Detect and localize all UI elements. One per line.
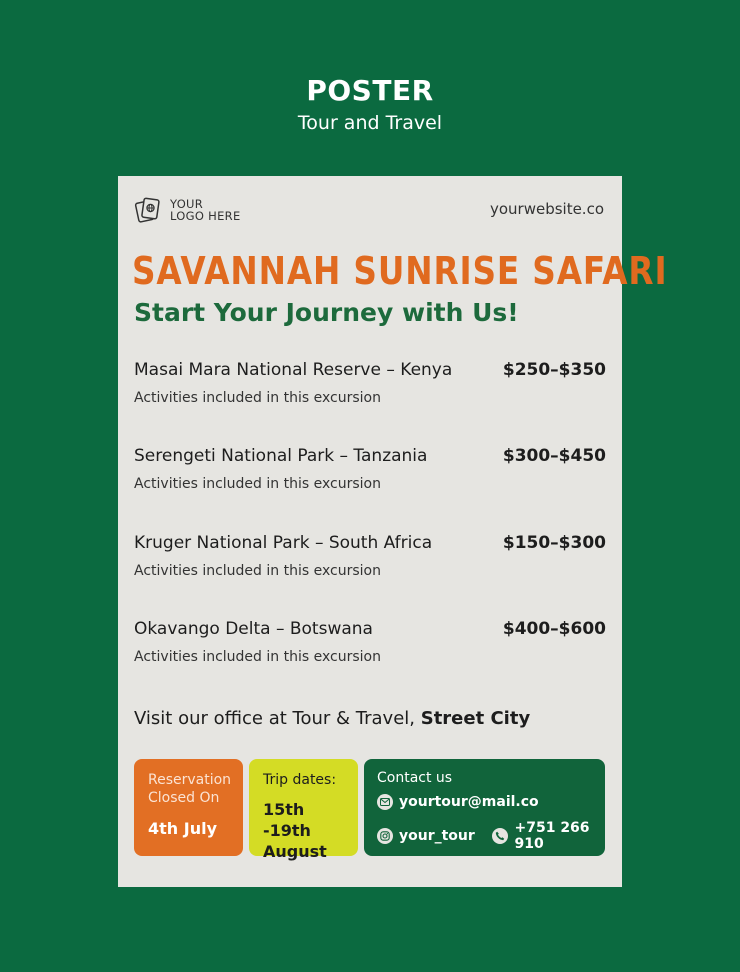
- phone-icon: [492, 828, 508, 844]
- contact-email[interactable]: yourtour@mail.co: [399, 794, 539, 810]
- tour-name: Okavango Delta – Botswana: [134, 619, 373, 639]
- contact-box: [364, 759, 605, 856]
- logo-text-line2: LOGO HERE: [170, 209, 241, 223]
- tour-price: $400–$600: [502, 619, 606, 639]
- tour-price: $250–$350: [502, 360, 606, 380]
- tour-item: [134, 533, 606, 579]
- poster-title: SAVANNAH SUNRISE SAFARI: [132, 249, 668, 293]
- tour-price: $150–$300: [502, 533, 606, 553]
- tour-description: Activities included in this excursion: [134, 563, 381, 579]
- page-header: [0, 74, 740, 136]
- office-address: [134, 708, 530, 729]
- trip-dates-label: Trip dates:: [263, 772, 337, 788]
- page-title: POSTER: [306, 74, 434, 107]
- tour-price: $300–$450: [502, 446, 606, 466]
- contact-label: Contact us: [377, 770, 453, 786]
- tour-name: Masai Mara National Reserve – Kenya: [134, 360, 453, 380]
- logo: [134, 196, 241, 224]
- tour-item: [134, 446, 606, 492]
- website-link[interactable]: yourwebsite.co: [489, 200, 604, 218]
- tour-description: Activities included in this excursion: [134, 476, 381, 492]
- page-subtitle: Tour and Travel: [297, 112, 443, 134]
- passport-icon: [134, 196, 162, 224]
- tour-name: Serengeti National Park – Tanzania: [134, 446, 428, 466]
- tour-item: [134, 360, 606, 406]
- mail-icon: [377, 794, 393, 810]
- logo-text-line1: YOUR: [170, 197, 204, 211]
- contact-phone[interactable]: +751 266 910: [514, 820, 590, 852]
- visit-city: Street City: [420, 708, 531, 729]
- reservation-date: 4th July: [148, 819, 217, 838]
- reservation-label-line1: Reservation: [148, 772, 232, 788]
- poster-card: [118, 176, 668, 887]
- trip-dates-line1: 15th -19th: [263, 800, 311, 840]
- trip-dates-box: [249, 759, 358, 861]
- instagram-icon: [377, 828, 393, 844]
- tour-item: [134, 619, 606, 665]
- reservation-box: [134, 759, 243, 856]
- contact-social[interactable]: your_tour: [399, 828, 475, 844]
- visit-text: Visit our office at Tour & Travel,: [134, 708, 421, 729]
- poster-subtitle: Start Your Journey with Us!: [134, 298, 519, 327]
- tour-description: Activities included in this excursion: [134, 390, 381, 406]
- reservation-label-line2: Closed On: [148, 790, 220, 806]
- tour-name: Kruger National Park – South Africa: [134, 533, 433, 553]
- trip-dates-line2: August: [263, 842, 327, 861]
- tour-description: Activities included in this excursion: [134, 649, 381, 665]
